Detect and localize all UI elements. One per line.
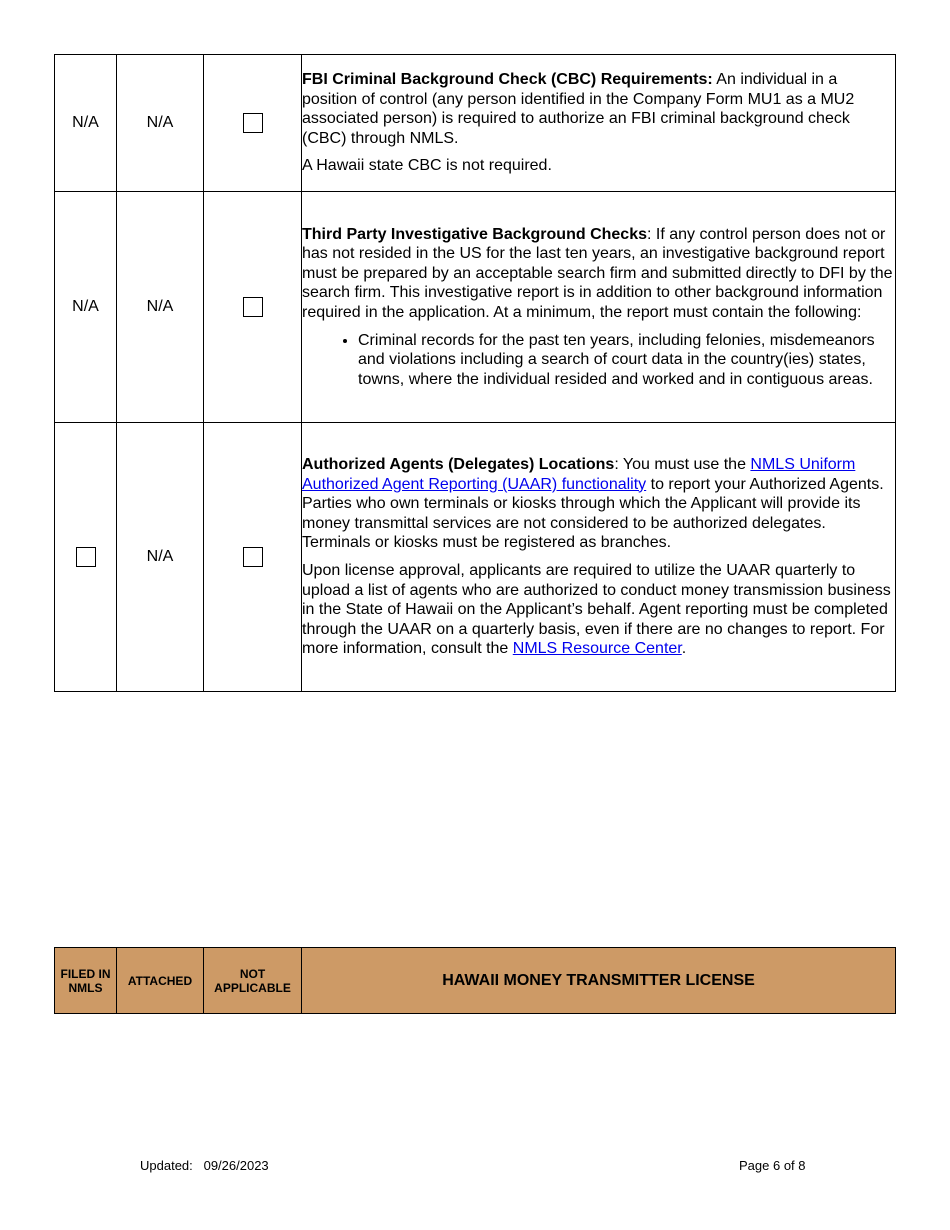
requirement-text: Upon license approval, applicants are required to utilize the UAAR quarterly to upload a list of agents who are authorized to conduct money transmission business in the State of Hawaii on the Applicant’s behalf. Agent reporting must be completed through the UAAR on a quarterly basis, even if there are no changes to report. For more information, consult the [302,562,891,658]
updated-date: Updated: 09/26/2023 [140,1158,269,1173]
not-applicable-checkbox[interactable] [243,113,263,133]
table-row [55,423,896,692]
filed-cell [55,423,117,692]
list-item: • Criminal records for the past ten years, including felonies, misdemeanors and violations including a search of court data in the country(ies) states, towns, where the individual resided and worked and in contiguous areas. [358,331,895,390]
requirement-text: : You must use the [614,456,751,474]
filed-cell: N/A [55,192,117,423]
not-applicable-checkbox[interactable] [243,297,263,317]
requirement-text: . [681,640,687,658]
attached-cell: N/A [117,423,204,692]
requirement-heading: Third Party Investigative Background Checks [302,225,647,243]
requirement-list [302,331,895,390]
table-row [55,55,896,192]
attached-cell: N/A [117,192,204,423]
page-number: Page 6 of 8 [739,1158,806,1173]
section-header [54,947,896,1014]
requirement-note: A Hawaii state CBC is not required. [302,157,552,175]
nmls-resource-center-link[interactable]: NMLS Resource Center [512,640,682,658]
requirement-heading: FBI Criminal Background Check (CBC) Requirements: [302,71,713,89]
not-applicable-checkbox[interactable] [243,547,263,567]
section-title: HAWAII MONEY TRANSMITTER LICENSE [302,948,896,1014]
header-attached: ATTACHED [117,948,204,1014]
requirement-description [302,55,896,192]
requirement-text: to report your Authorized Agents. Parties who own terminals or kiosks through which the Applicant will provide its money transmittal services are not considered to be authorized delegates. Terminals or kiosks must be registered as branches. [302,475,884,552]
requirement-description [302,423,896,692]
table-row [55,192,896,423]
header-not-applicable: NOT APPLICABLE [204,948,302,1014]
not-applicable-cell [204,423,302,692]
filed-cell: N/A [55,55,117,192]
not-applicable-cell [204,192,302,423]
requirement-text: An individual in a position of control (any person identified in the Company Form MU1 as a MU2 associated person) is required to authorize an FBI criminal background check (CBC) through NMLS. [302,71,855,147]
uaar-functionality-link[interactable]: NMLS Uniform Authorized Agent Reporting (UAAR) functionality [302,456,856,493]
requirement-description [302,192,896,423]
requirement-text: : If any control person does not or has not resided in the US for the last ten years, an investigative background report must be prepared by an acceptable search firm and submitted directly to DFI by the search firm. This investigative report is in addition to other background information required in the application. At a minimum, the report must contain the following: [302,225,893,321]
requirements-table [54,54,896,692]
header-filed: FILED IN NMLS [55,948,117,1014]
filed-checkbox[interactable] [76,547,96,567]
requirement-heading: Authorized Agents (Delegates) Locations [302,456,615,474]
header-row [55,948,896,1014]
not-applicable-cell [204,55,302,192]
attached-cell: N/A [117,55,204,192]
